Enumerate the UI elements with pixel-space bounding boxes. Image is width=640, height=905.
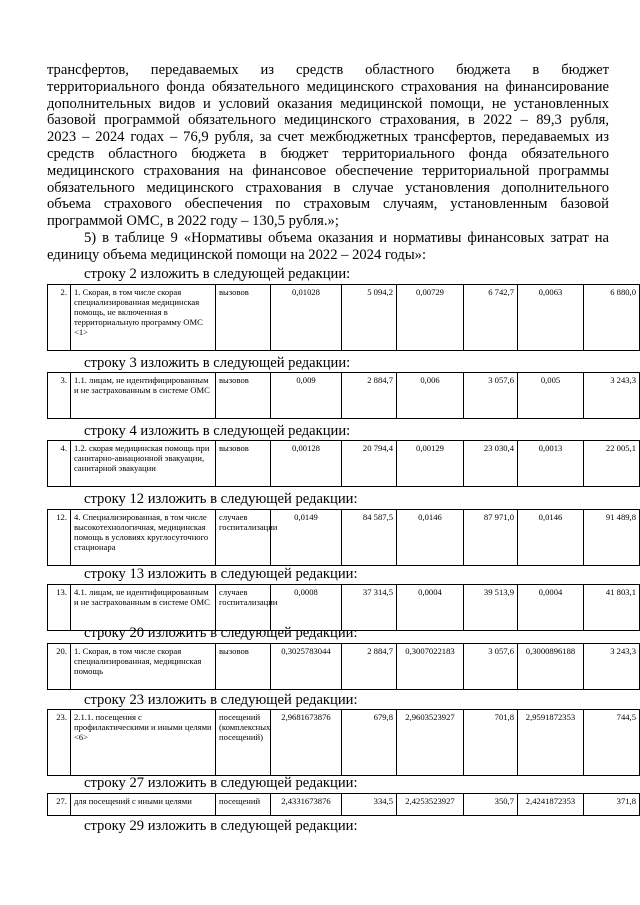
table-cell-num: 12.	[48, 510, 71, 566]
table-cell-num: 27.	[48, 794, 71, 816]
amendment-caption: строку 27 изложить в следующей редакции:	[84, 775, 358, 791]
table-cell-c1: 2 884,7	[342, 373, 397, 419]
table-cell-v3: 0,3000896188	[518, 644, 584, 690]
table-cell-v1: 0,0149	[271, 510, 342, 566]
text-line: базовой программой обязательного медицинского страхования, в 2022 – 89,3 рубля,	[47, 112, 609, 129]
table-row	[48, 510, 640, 566]
table-cell-c1: 20 794,4	[342, 441, 397, 487]
table-row	[48, 794, 640, 816]
amendment-caption: строку 23 изложить в следующей редакции:	[84, 692, 358, 708]
table-cell-c3: 22 005,1	[584, 441, 640, 487]
table-cell-unit: посещений	[216, 794, 271, 816]
table-cell-c2: 350,7	[464, 794, 518, 816]
text-line: территориального фонда обязательного медицинского страхования на финансирование	[47, 78, 609, 95]
table-cell-c1: 84 587,5	[342, 510, 397, 566]
table-cell-v2: 0,00729	[397, 285, 464, 351]
table-cell-name: 1. Скорая, в том числе скорая специализированная, медицинская помощь	[71, 644, 216, 690]
amendment-caption: строку 13 изложить в следующей редакции:	[84, 566, 358, 582]
amendment-table	[47, 440, 640, 487]
table-cell-num: 13.	[48, 585, 71, 631]
table-cell-v1: 2,4331673876	[271, 794, 342, 816]
table-cell-v1: 0,01028	[271, 285, 342, 351]
table-row	[48, 285, 640, 351]
table-cell-unit: случаев госпитализации	[216, 510, 271, 566]
table-cell-c3: 6 880,0	[584, 285, 640, 351]
table-cell-v2: 0,0146	[397, 510, 464, 566]
table-cell-name: 1.2. скорая медицинская помощь при санитарно-авиационной эвакуации, санитарной эвакуации	[71, 441, 216, 487]
table-row	[48, 585, 640, 631]
table-cell-v1: 2,9681673876	[271, 710, 342, 776]
text-line: 5) в таблице 9 «Нормативы объема оказания и нормативы финансовых затрат на	[84, 230, 609, 246]
table-cell-name: 1.1. лицам, не идентифицированным и не застрахованным в системе ОМС	[71, 373, 216, 419]
table-cell-unit: вызовов	[216, 285, 271, 351]
table-cell-c2: 87 971,0	[464, 510, 518, 566]
amendment-caption: строку 4 изложить в следующей редакции:	[84, 423, 351, 439]
table-cell-num: 23.	[48, 710, 71, 776]
table-cell-v3: 2,4241872353	[518, 794, 584, 816]
table-cell-v1: 0,3025783044	[271, 644, 342, 690]
table-cell-num: 4.	[48, 441, 71, 487]
table-cell-name: 2.1.1. посещения с профилактическими и иными целями <6>	[71, 710, 216, 776]
table-cell-v1: 0,009	[271, 373, 342, 419]
table-cell-v1: 0,00128	[271, 441, 342, 487]
intro-paragraph	[47, 62, 609, 230]
table-cell-c3: 91 489,8	[584, 510, 640, 566]
table-cell-c3: 3 243,3	[584, 644, 640, 690]
amendment-table	[47, 372, 640, 419]
table-cell-v3: 0,005	[518, 373, 584, 419]
table-cell-v3: 0,0063	[518, 285, 584, 351]
amendment-table	[47, 793, 640, 816]
table-cell-unit: вызовов	[216, 441, 271, 487]
table-cell-name: 4.1. лицам, не идентифицированным и не застрахованным в системе ОМС	[71, 585, 216, 631]
table-cell-unit: случаев госпитализации	[216, 585, 271, 631]
text-line: 2023 – 2024 годах – 76,9 рубля, за счет межбюджетных трансфертов, передаваемых из	[47, 129, 609, 146]
amendment-caption: строку 3 изложить в следующей редакции:	[84, 355, 351, 371]
table-cell-v1: 0,0008	[271, 585, 342, 631]
table-cell-name: 1. Скорая, в том числе скорая специализированная медицинская помощь, не включенная в территориальную программу ОМС <1>	[71, 285, 216, 351]
amendment-table	[47, 709, 640, 776]
table-cell-v3: 2,9591872353	[518, 710, 584, 776]
table-row	[48, 644, 640, 690]
table-cell-v2: 0,006	[397, 373, 464, 419]
table-cell-v2: 0,0004	[397, 585, 464, 631]
table-cell-c3: 3 243,3	[584, 373, 640, 419]
table-cell-v2: 2,9603523927	[397, 710, 464, 776]
table-cell-c2: 3 057,6	[464, 644, 518, 690]
text-line: дополнительных видов и условий оказания медицинской помощи, не установленных	[47, 95, 609, 112]
table-cell-v2: 0,00129	[397, 441, 464, 487]
table-cell-c1: 334,5	[342, 794, 397, 816]
table-cell-c2: 701,8	[464, 710, 518, 776]
item-5-paragraph	[47, 230, 609, 264]
text-line: медицинского страхования на финансовое обеспечение территориальной программы	[47, 162, 609, 179]
table-cell-c2: 6 742,7	[464, 285, 518, 351]
amendment-table	[47, 584, 640, 631]
table-cell-num: 20.	[48, 644, 71, 690]
table-cell-c3: 744,5	[584, 710, 640, 776]
table-cell-unit: вызовов	[216, 644, 271, 690]
table-cell-num: 3.	[48, 373, 71, 419]
amendment-table	[47, 509, 640, 566]
table-cell-c2: 39 513,9	[464, 585, 518, 631]
table-cell-unit: вызовов	[216, 373, 271, 419]
table-cell-v3: 0,0146	[518, 510, 584, 566]
amendment-caption: строку 12 изложить в следующей редакции:	[84, 491, 358, 507]
table-cell-c3: 371,8	[584, 794, 640, 816]
table-cell-c1: 2 884,7	[342, 644, 397, 690]
text-line: обязательного медицинского страхования в случае установления дополнительного	[47, 179, 609, 196]
amendment-caption: строку 2 изложить в следующей редакции:	[84, 266, 351, 282]
table-cell-name: 4. Специализированная, в том числе высокотехнологичная, медицинская помощь в условиях круглосуточного стационара	[71, 510, 216, 566]
table-row	[48, 441, 640, 487]
table-row	[48, 710, 640, 776]
table-cell-c1: 679,8	[342, 710, 397, 776]
text-line: объема страхового обеспечения по страховым случаям, установленным базовой	[47, 196, 609, 213]
table-cell-name: для посещений с иными целями	[71, 794, 216, 816]
table-cell-c1: 37 314,5	[342, 585, 397, 631]
table-cell-c2: 23 030,4	[464, 441, 518, 487]
amendment-table	[47, 643, 640, 690]
text-line: средств областного бюджета в бюджет территориального фонда обязательного	[47, 145, 609, 162]
table-cell-num: 2.	[48, 285, 71, 351]
amendment-table	[47, 284, 640, 351]
final-caption: строку 29 изложить в следующей редакции:	[84, 818, 358, 834]
amendment-caption: строку 20 изложить в следующей редакции:	[84, 625, 358, 641]
text-line: трансфертов, передаваемых из средств областного бюджета в бюджет	[47, 62, 609, 78]
text-line: единицу объема медицинской помощи на 2022 – 2024 годы»:	[47, 246, 426, 263]
table-row	[48, 373, 640, 419]
table-cell-unit: посещений (комплексных посещений)	[216, 710, 271, 776]
table-cell-c1: 5 094,2	[342, 285, 397, 351]
table-cell-c3: 41 803,1	[584, 585, 640, 631]
table-cell-v3: 0,0013	[518, 441, 584, 487]
table-cell-c2: 3 057,6	[464, 373, 518, 419]
table-cell-v2: 0,3007022183	[397, 644, 464, 690]
text-line: программой ОМС, в 2022 году – 130,5 рубля.»;	[47, 213, 339, 230]
table-cell-v3: 0,0004	[518, 585, 584, 631]
table-cell-v2: 2,4253523927	[397, 794, 464, 816]
